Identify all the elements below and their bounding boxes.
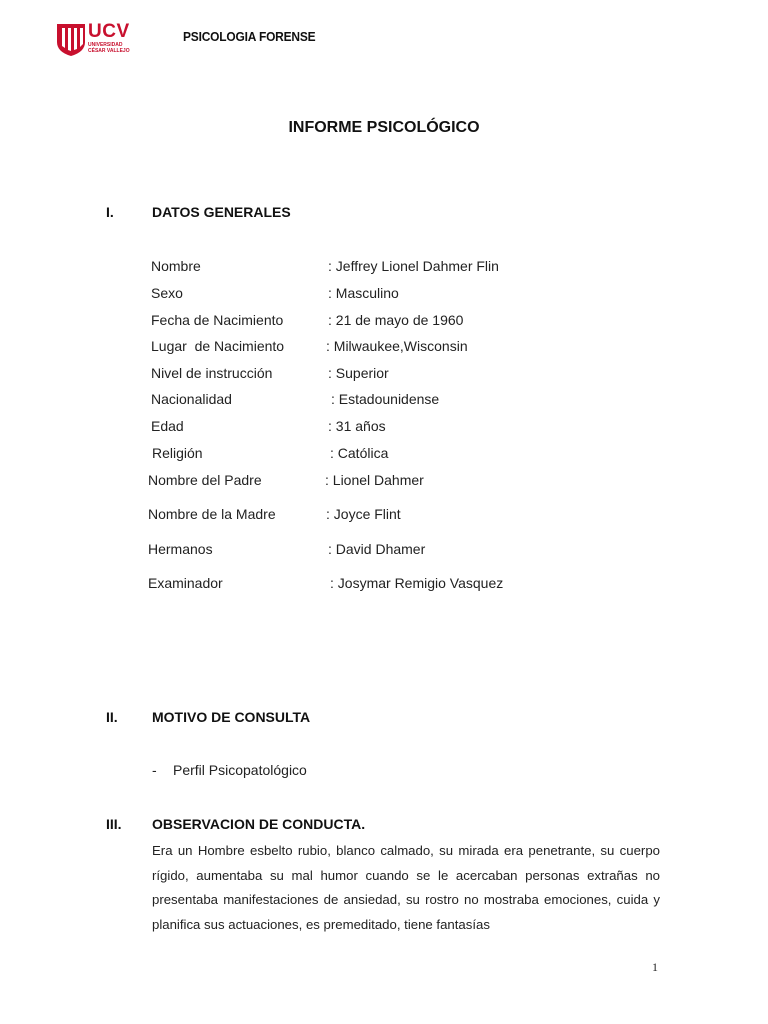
ucv-logo — [56, 22, 136, 56]
logo-wordmark: UCV — [88, 21, 130, 42]
field-label-nombre-madre: Nombre de la Madre — [148, 506, 276, 522]
field-value-nombre: : Jeffrey Lionel Dahmer Flin — [328, 258, 499, 274]
ucv-shield-icon — [56, 22, 86, 56]
section-1-title: DATOS GENERALES — [152, 204, 291, 220]
field-value-hermanos: : David Dhamer — [328, 541, 426, 557]
field-label-sexo: Sexo — [151, 285, 183, 301]
section-2-title: MOTIVO DE CONSULTA — [152, 709, 311, 725]
field-value-religion: : Católica — [330, 445, 389, 461]
field-value-nombre-padre: : Lionel Dahmer — [325, 472, 424, 488]
section-2-number: II. — [106, 709, 118, 725]
logo-subtitle-1: UNIVERSIDAD — [88, 42, 123, 48]
field-label-nombre: Nombre — [151, 258, 201, 274]
field-value-fecha-nacimiento: : 21 de mayo de 1960 — [328, 312, 464, 328]
field-value-nacionalidad: : Estadounidense — [331, 391, 440, 407]
section-3-title: OBSERVACION DE CONDUCTA. — [152, 816, 366, 832]
field-value-examinador: : Josymar Remigio Vasquez — [330, 575, 504, 591]
motivo-item: Perfil Psicopatológico — [173, 762, 307, 778]
field-label-nacionalidad: Nacionalidad — [151, 391, 232, 407]
document-title: INFORME PSICOLÓGICO — [288, 119, 480, 136]
field-label-nombre-padre: Nombre del Padre — [148, 472, 262, 488]
field-value-nivel-instruccion: : Superior — [328, 365, 389, 381]
field-label-fecha-nacimiento: Fecha de Nacimiento — [151, 312, 284, 328]
section-3-number: III. — [106, 816, 122, 832]
field-label-nivel-instruccion: Nivel de instrucción — [151, 365, 273, 381]
field-label-edad: Edad — [151, 418, 184, 434]
page-number: 1 — [652, 960, 658, 974]
list-bullet: - — [152, 762, 157, 778]
field-value-sexo: : Masculino — [328, 285, 399, 301]
section-1-number: I. — [106, 204, 114, 220]
field-value-nombre-madre: : Joyce Flint — [326, 506, 401, 522]
field-value-edad: : 31 años — [328, 418, 386, 434]
field-label-lugar-nacimiento: Lugar de Nacimiento — [151, 338, 285, 354]
logo-subtitle-2: CÉSAR VALLEJO — [88, 48, 130, 54]
observacion-paragraph: Era un Hombre esbelto rubio, blanco calmado, su mirada era penetrante, su cuerpo rígido, aumentaba su mal humor cuando se le acercaban personas extrañas no presentaba manifestaciones de ansiedad, su rostro no mostraba emociones, cuida y planifica sus actuaciones, es premeditado, tiene fantasías — [152, 843, 660, 932]
course-header: PSICOLOGIA FORENSE — [183, 29, 316, 44]
field-label-religion: Religión — [152, 445, 203, 461]
field-label-examinador: Examinador — [148, 575, 223, 591]
field-value-lugar-nacimiento: : Milwaukee,Wisconsin — [326, 338, 468, 354]
field-label-hermanos: Hermanos — [148, 541, 213, 557]
